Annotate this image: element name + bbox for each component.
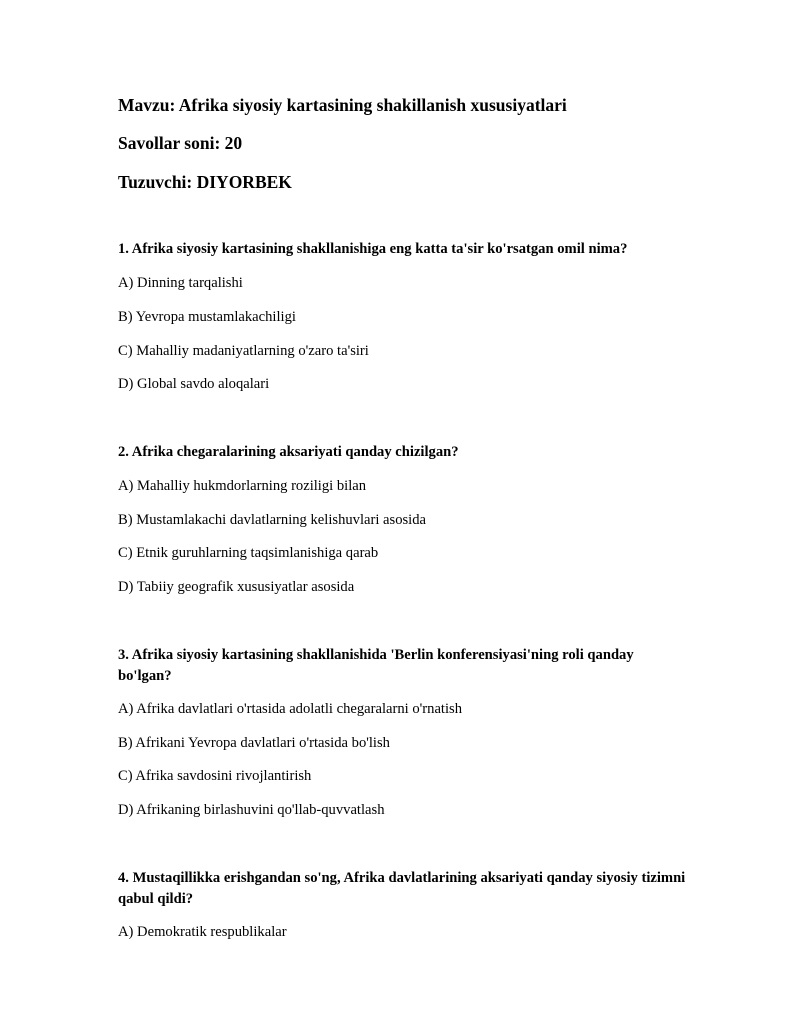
question-1-option-d: D) Global savdo aloqalari [118, 376, 270, 392]
question-count: Savollar soni: 20 [118, 133, 243, 153]
question-1-option-c: C) Mahalliy madaniyatlarning o'zaro ta'siri [118, 343, 369, 359]
question-2: 2. Afrika chegaralarining aksariyati qanday chizilgan? [118, 444, 459, 460]
question-4: 4. Mustaqillikka erishgandan so'ng, Afrika davlatlarining aksariyati qanday siyosiy tizimni qabul qildi? [118, 870, 686, 907]
question-3-option-c: C) Afrika savdosini rivojlantirish [118, 768, 312, 784]
topic-title: Mavzu: Afrika siyosiy kartasining shakillanish xususiyatlari [118, 95, 567, 115]
question-2-option-c: C) Etnik guruhlarning taqsimlanishiga qarab [118, 545, 379, 561]
question-4-option-a: A) Demokratik respublikalar [118, 924, 287, 940]
question-1-option-b: B) Yevropa mustamlakachiligi [118, 309, 296, 325]
question-3: 3. Afrika siyosiy kartasining shakllanishida 'Berlin konferensiyasi'ning roli qanday bo'lgan? [118, 647, 634, 684]
question-3-option-b: B) Afrikani Yevropa davlatlari o'rtasida bo'lish [118, 735, 390, 751]
question-1-option-a: A) Dinning tarqalishi [118, 275, 243, 291]
question-3-option-d: D) Afrikaning birlashuvini qo'llab-quvvatlash [118, 802, 385, 818]
question-2-option-b: B) Mustamlakachi davlatlarning kelishuvlari asosida [118, 512, 427, 528]
question-1: 1. Afrika siyosiy kartasining shakllanishiga eng katta ta'sir ko'rsatgan omil nima? [118, 241, 628, 257]
question-2-option-d: D) Tabiiy geografik xususiyatlar asosida [118, 579, 355, 595]
question-3-option-a: A) Afrika davlatlari o'rtasida adolatli chegaralarni o'rnatish [118, 701, 463, 717]
question-2-option-a: A) Mahalliy hukmdorlarning roziligi bilan [118, 478, 367, 494]
author-line: Tuzuvchi: DIYORBEK [118, 172, 292, 192]
